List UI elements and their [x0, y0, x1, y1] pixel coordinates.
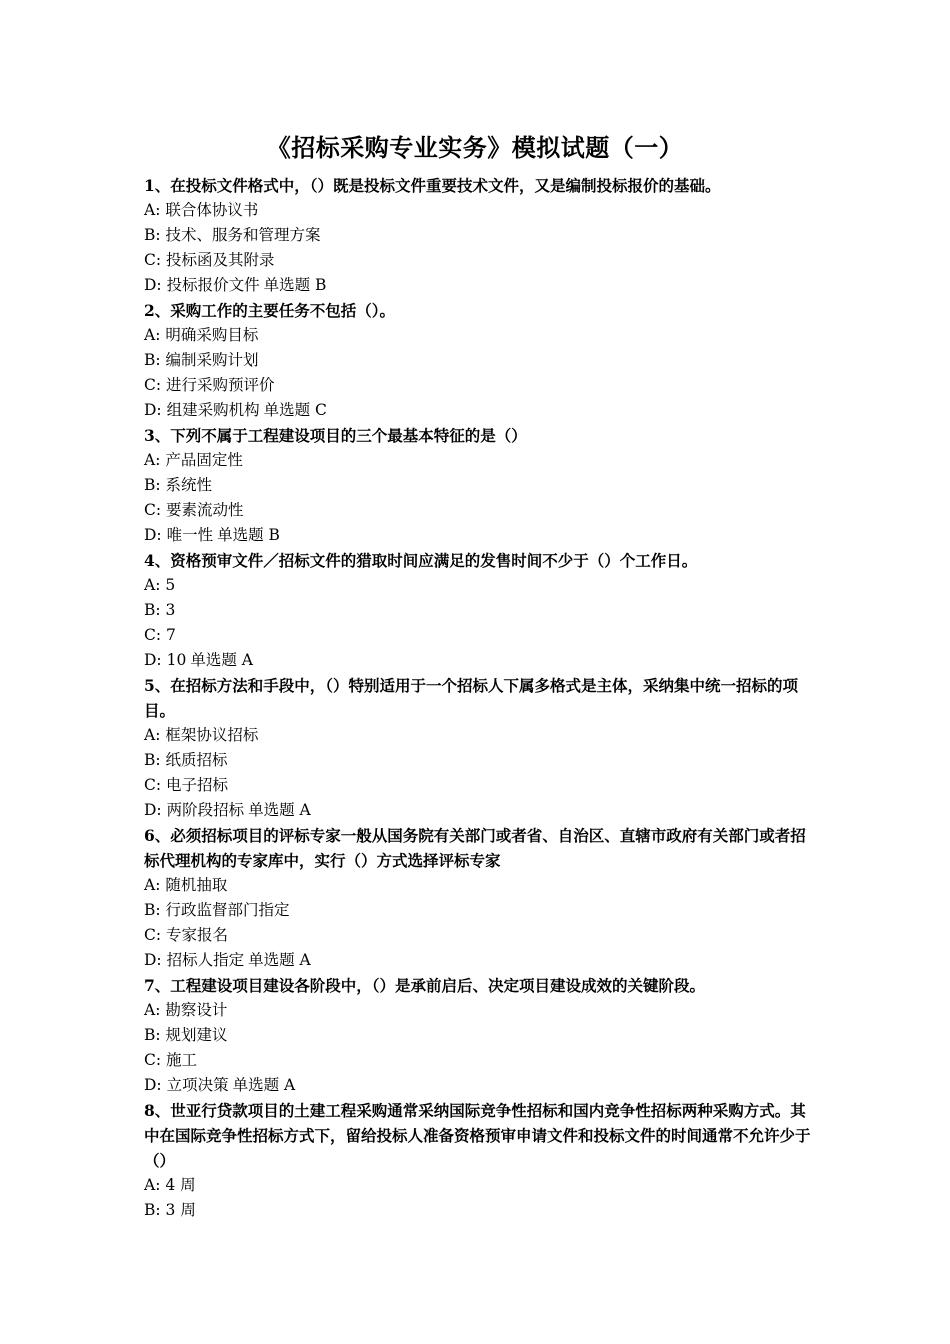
question-item [144, 673, 814, 823]
option-d-row [144, 398, 814, 423]
option-c: C: 投标函及其附录 [144, 251, 275, 269]
option-d-row [144, 648, 814, 673]
answer-label: 单选题 B [217, 526, 280, 544]
option-b: B: 系统性 [144, 476, 213, 494]
option-c: C: 施工 [144, 1051, 198, 1069]
question-item [144, 973, 814, 1098]
question-text: 2、采购工作的主要任务不包括（）。 [144, 301, 396, 320]
option-a: A: 联合体协议书 [144, 201, 259, 219]
answer-label: 单选题 A [232, 1076, 296, 1094]
question-text: 1、在投标文件格式中，（）既是投标文件重要技术文件，又是编制投标报价的基础。 [144, 176, 721, 195]
option-d-row [144, 948, 814, 973]
option-c: C: 电子招标 [144, 776, 229, 794]
answer-label: 单选题 B [263, 276, 327, 294]
option-c: C: 7 [144, 626, 176, 644]
option-a: A: 勘察设计 [144, 1001, 228, 1019]
option-a: A: 随机抽取 [144, 876, 228, 894]
option-d-row [144, 1073, 814, 1098]
option-b: B: 3 [144, 601, 176, 619]
question-item [144, 823, 814, 973]
question-text: 4、资格预审文件／招标文件的猎取时间应满足的发售时间不少于（）个工作日。 [144, 551, 698, 570]
answer-label: 单选题 C [263, 401, 327, 419]
question-text: 5、在招标方法和手段中，（）特别适用于一个招标人下属多格式是主体，采纳集中统一招标的项目。 [144, 676, 799, 720]
option-d: D: 组建采购机构 [144, 401, 260, 419]
question-text: 6、必须招标项目的评标专家一般从国务院有关部门或者省、自治区、直辖市政府有关部门或者招标代理机构的专家库中，实行（）方式选择评标专家 [144, 826, 806, 870]
answer-label: 单选题 A [190, 651, 253, 669]
option-b: B: 行政监督部门指定 [144, 901, 290, 919]
question-list [144, 173, 814, 1223]
question-text: 3、下列不属于工程建设项目的三个最基本特征的是（） [144, 426, 527, 445]
option-c: C: 要素流动性 [144, 501, 244, 519]
option-a: A: 5 [144, 576, 176, 594]
option-a: A: 4 周 [144, 1176, 196, 1194]
option-d: D: 立项决策 [144, 1076, 229, 1094]
option-d-row [144, 798, 814, 823]
option-d: D: 投标报价文件 [144, 276, 260, 294]
option-d: D: 唯一性 [144, 526, 214, 544]
question-item [144, 298, 814, 423]
option-c: C: 专家报名 [144, 926, 229, 944]
option-d: D: 招标人指定 [144, 951, 245, 969]
option-d: D: 两阶段招标 [144, 801, 245, 819]
option-c: C: 进行采购预评价 [144, 376, 275, 394]
question-item [144, 423, 814, 548]
question-item [144, 548, 814, 673]
question-item [144, 173, 814, 298]
option-b: B: 3 周 [144, 1201, 196, 1219]
option-a: A: 框架协议招标 [144, 726, 259, 744]
option-d: D: 10 [144, 651, 187, 669]
option-b: B: 编制采购计划 [144, 351, 259, 369]
question-text: 7、工程建设项目建设各阶段中，（）是承前启后、决定项目建设成效的关键阶段。 [144, 976, 706, 995]
answer-label: 单选题 A [248, 801, 311, 819]
option-a: A: 产品固定性 [144, 451, 243, 469]
option-b: B: 规划建议 [144, 1026, 228, 1044]
option-d-row [144, 523, 814, 548]
document-title: 《招标采购专业实务》模拟试题（一） [266, 133, 684, 162]
option-b: B: 纸质招标 [144, 751, 228, 769]
option-b: B: 技术、服务和管理方案 [144, 226, 321, 244]
option-d-row [144, 273, 814, 298]
answer-label: 单选题 A [248, 951, 311, 969]
question-item [144, 1098, 814, 1223]
question-text: 8、世亚行贷款项目的土建工程采购通常采纳国际竞争性招标和国内竞争性招标两种采购方式。其中在国际竞争性招标方式下，留给投标人准备资格预审申请文件和投标文件的时间通常不允许少于（） [144, 1101, 811, 1170]
option-a: A: 明确采购目标 [144, 326, 259, 344]
